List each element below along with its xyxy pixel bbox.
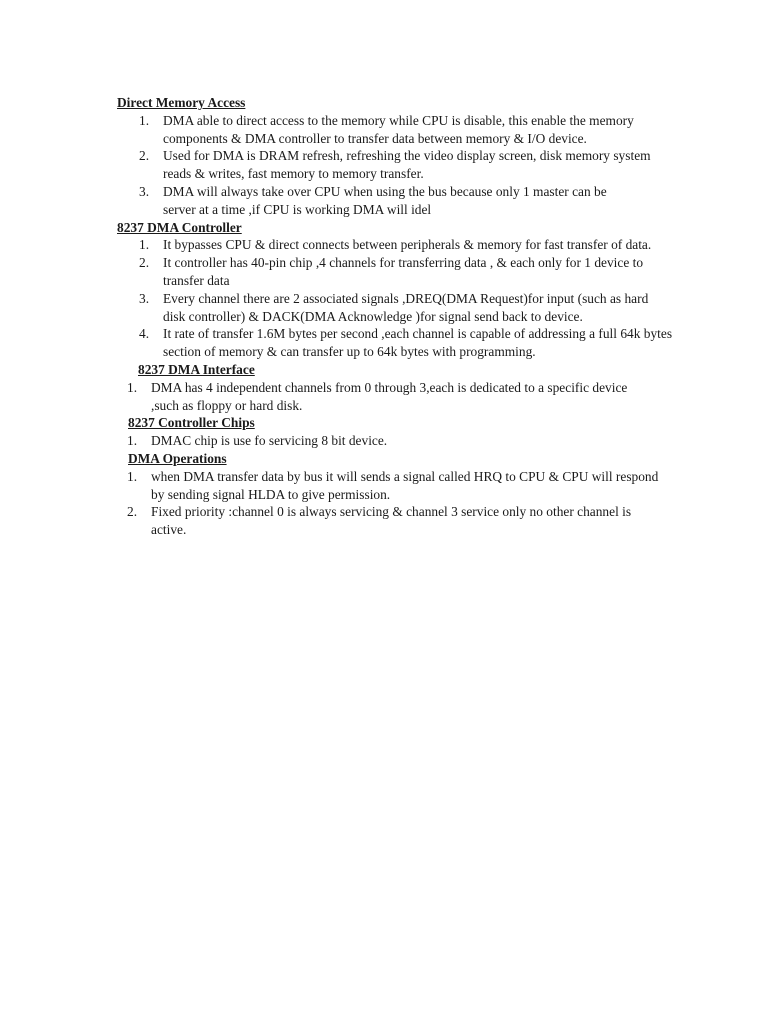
list-text: Fixed priority :channel 0 is always servicing & channel 3 service only no other channel is active.: [151, 504, 632, 538]
section-list: [117, 379, 677, 415]
list-number: 3.: [139, 183, 150, 199]
document-body: [117, 94, 677, 539]
list-item: [117, 432, 651, 450]
list-text: It controller has 40-pin chip ,4 channels for transferring data , & each only for 1 device to transfer data: [163, 255, 644, 288]
list-text: Every channel there are 2 associated signals ,DREQ(DMA Request)for input (such as hard disk controller) & DACK(DMA Acknowledge )for signal send back to device.: [163, 290, 649, 324]
list-item: [117, 254, 673, 290]
list-item: [117, 183, 633, 219]
list-text: It bypasses CPU & direct connects between peripherals & memory for fast transfer of data.: [163, 237, 652, 253]
section-dma-operations: [117, 450, 677, 539]
list-text: Used for DMA is DRAM refresh, refreshing the video display screen, disk memory system reads & writes, fast memory to memory transfer.: [163, 148, 651, 182]
list-item: [117, 468, 661, 504]
section-8237-dma-controller: [117, 219, 677, 361]
list-item: [117, 147, 655, 183]
section-heading: 8237 Controller Chips: [128, 415, 255, 431]
list-number: 1.: [127, 468, 138, 484]
list-text: DMAC chip is use fo servicing 8 bit device.: [151, 433, 388, 449]
section-8237-controller-chips: [117, 414, 677, 450]
list-number: 2.: [139, 255, 150, 271]
list-text: DMA has 4 independent channels from 0 through 3,each is dedicated to a specific device ,such as floppy or hard disk.: [151, 379, 628, 413]
list-item: [117, 379, 651, 415]
section-list: [117, 112, 677, 219]
section-list: [117, 468, 677, 539]
list-text: when DMA transfer data by bus it will sends a signal called HRQ to CPU & CPU will respond by sending signal HLDA to give permission.: [151, 468, 659, 502]
list-text: DMA able to direct access to the memory while CPU is disable, this enable the memory components & DMA controller to transfer data between memory & I/O device.: [163, 112, 634, 146]
list-text: DMA will always take over CPU when using the bus because only 1 master can be server at a time ,if CPU is working DMA will idel: [163, 183, 607, 217]
section-8237-dma-interface: [117, 361, 677, 414]
section-heading: 8237 DMA Interface: [138, 361, 255, 377]
section-list: [117, 236, 677, 361]
section-direct-memory-access: [117, 94, 677, 219]
list-number: 1.: [127, 379, 138, 395]
list-number: 1.: [139, 237, 150, 253]
list-number: 3.: [139, 290, 150, 306]
list-number: 2.: [139, 148, 150, 164]
list-item: [117, 503, 651, 539]
section-heading: 8237 DMA Controller: [117, 219, 242, 235]
list-item: [117, 236, 673, 254]
section-heading: Direct Memory Access: [117, 95, 246, 110]
list-item: [117, 112, 673, 148]
list-text: It rate of transfer 1.6M bytes per second ,each channel is capable of addressing a full 64k bytes section of memory & can transfer up to 64k bytes with programming.: [163, 326, 673, 360]
list-item: [117, 325, 673, 361]
list-item: [117, 290, 673, 326]
section-list: [117, 432, 677, 450]
list-number: 4.: [139, 326, 150, 342]
list-number: 1.: [127, 433, 138, 449]
list-number: 1.: [139, 112, 150, 128]
section-heading: DMA Operations: [128, 450, 227, 466]
list-number: 2.: [127, 504, 138, 520]
